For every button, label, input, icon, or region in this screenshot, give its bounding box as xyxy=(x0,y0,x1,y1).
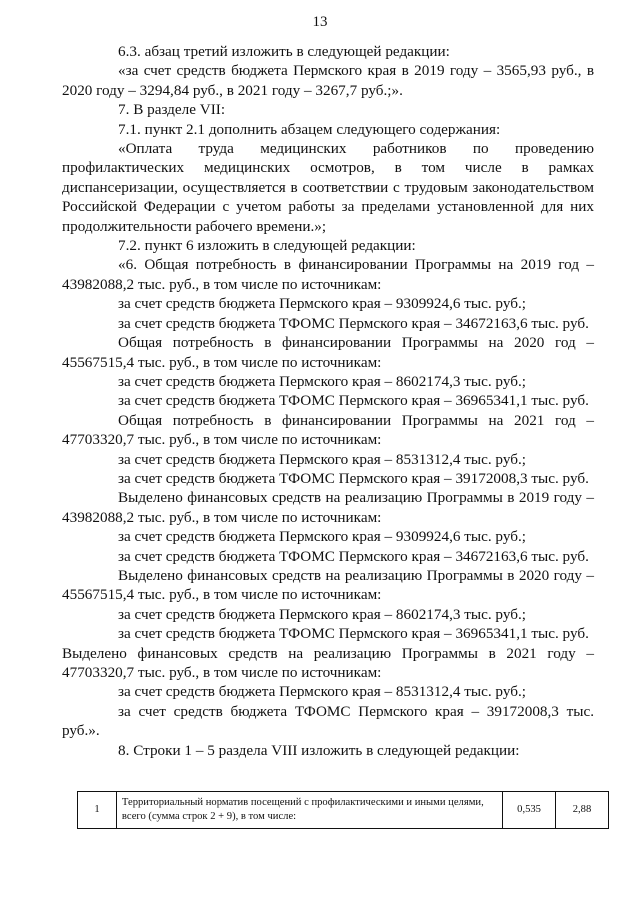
paragraph-7-2: 7.2. пункт 6 изложить в следующей редакции: xyxy=(118,237,416,255)
paragraph-need-2021: Общая потребность в финансировании Программы на 2021 год – 47703320,7 тыс. руб., в том числе по источникам: xyxy=(62,411,594,449)
page-number: 13 xyxy=(312,14,328,30)
paragraph-allocated-2021: Выделено финансовых средств на реализацию Программы в 2021 году – 47703320,7 тыс. руб., в том числе по источникам: xyxy=(62,644,594,681)
paragraph-allocated-2019: Выделено финансовых средств на реализацию Программы в 2019 году – 43982088,2 тыс. руб., в том числе по источникам: xyxy=(62,489,594,526)
table-row xyxy=(78,792,609,829)
paragraph-need-2019-regional: за счет средств бюджета Пермского края – 9309924,6 тыс. руб.; xyxy=(118,295,526,313)
row-value-2-cell: 2,88 xyxy=(556,792,609,829)
paragraph-allocated-2019-regional: за счет средств бюджета Пермского края – 9309924,6 тыс. руб.; xyxy=(118,528,526,546)
paragraph-need-2020-regional: за счет средств бюджета Пермского края – 8602174,3 тыс. руб.; xyxy=(118,372,526,390)
paragraph-section-8: 8. Строки 1 – 5 раздела VIII изложить в следующей редакции: xyxy=(118,741,520,759)
norms-table xyxy=(77,791,609,829)
row-description-cell: Территориальный норматив посещений с профилактическими и иными целями, всего (сумма строк 2 + 9), в том числе: xyxy=(116,792,502,829)
paragraph-6-3: 6.3. абзац третий изложить в следующей редакции: xyxy=(118,43,450,60)
paragraph-need-2021-tfoms: за счет средств бюджета ТФОМС Пермского края – 39172008,3 тыс. руб. xyxy=(118,469,589,487)
paragraph-need-2020-tfoms: за счет средств бюджета ТФОМС Пермского края – 36965341,1 тыс. руб. xyxy=(118,392,589,410)
paragraph-7-1: 7.1. пункт 2.1 дополнить абзацем следующего содержания: xyxy=(118,120,501,138)
paragraph-allocated-2019-tfoms: за счет средств бюджета ТФОМС Пермского края – 34672163,6 тыс. руб. xyxy=(118,547,589,565)
row-value-1-cell: 0,535 xyxy=(503,792,556,829)
paragraph-allocated-2021-regional: за счет средств бюджета Пермского края – 8531312,4 тыс. руб.; xyxy=(118,683,526,701)
paragraph-need-2019: «6. Общая потребность в финансировании Программы на 2019 год – 43982088,2 тыс. руб., в том числе по источникам: xyxy=(62,256,594,293)
paragraph-allocated-2020: Выделено финансовых средств на реализацию Программы в 2020 году – 45567515,4 тыс. руб., в том числе по источникам: xyxy=(62,566,594,604)
paragraph-need-2021-regional: за счет средств бюджета Пермского края – 8531312,4 тыс. руб.; xyxy=(118,450,526,468)
paragraph-need-2020: Общая потребность в финансировании Программы на 2020 год – 45567515,4 тыс. руб., в том числе по источникам: xyxy=(62,334,594,371)
paragraph-allocated-2020-tfoms: за счет средств бюджета ТФОМС Пермского края – 36965341,1 тыс. руб. xyxy=(118,625,589,643)
document-body xyxy=(62,42,594,760)
row-number-cell: 1 xyxy=(78,792,117,829)
paragraph-allocated-2020-regional: за счет средств бюджета Пермского края – 8602174,3 тыс. руб.; xyxy=(118,605,526,623)
paragraph-payment-quote: «Оплата труда медицинских работников по проведению профилактических медицинских осмотров, в том числе в рамках диспансеризации, осуществляется в соответствии с трудовым законодательством Российской Федерации с учетом работы за пределами установленной для них продолжительности рабочего времени.»; xyxy=(62,140,594,235)
paragraph-budget-quote: «за счет средств бюджета Пермского края в 2019 году – 3565,93 руб., в 2020 году – 3294,84 руб., в 2021 году – 3267,7 руб.;». xyxy=(62,62,594,99)
paragraph-section-7: 7. В разделе VII: xyxy=(118,101,226,119)
paragraph-allocated-2021-tfoms: за счет средств бюджета ТФОМС Пермского края – 39172008,3 тыс. руб.». xyxy=(62,702,594,740)
paragraph-need-2019-tfoms: за счет средств бюджета ТФОМС Пермского края – 34672163,6 тыс. руб. xyxy=(118,314,589,332)
